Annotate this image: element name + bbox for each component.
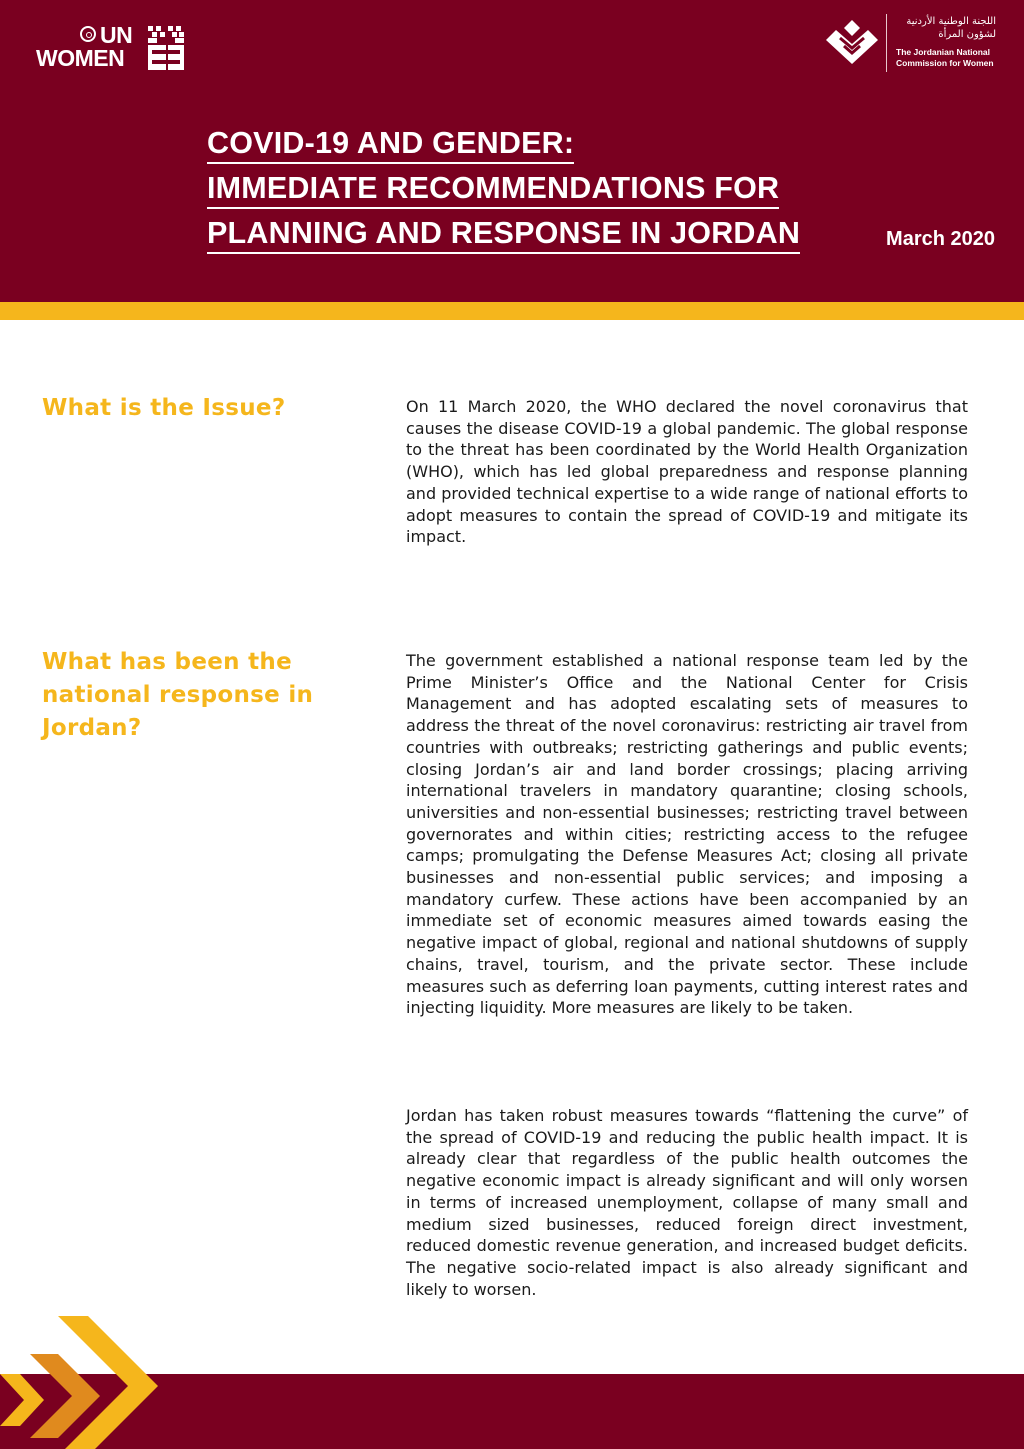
jncw-english-line1: The Jordanian National <box>896 47 990 57</box>
un-emblem-icon <box>80 26 96 42</box>
title-line-1: COVID-19 AND GENDER: <box>207 124 574 164</box>
section-heading-issue: What is the Issue? <box>42 395 286 421</box>
document-title <box>207 124 827 259</box>
title-line-3: PLANNING AND RESPONSE IN JORDAN <box>207 214 800 254</box>
un-women-mark-icon <box>148 26 184 70</box>
section-heading-national-response: What has been the national response in Jordan? <box>42 649 314 741</box>
chevron-decoration-icon <box>0 1316 170 1449</box>
un-women-logo <box>36 22 186 72</box>
un-women-logo-line1: UN <box>100 22 133 48</box>
issue-paragraph: On 11 March 2020, the WHO declared the novel coronavirus that causes the disease COVID-19 a global pandemic. The global response to the threat has been coordinated by the World Health Organization (WHO), which has led global preparedness and response planning and provided technical expertise to a wide range of national efforts to adopt measures to contain the spread of COVID-19 and mitigate its impact. <box>406 397 968 547</box>
un-women-logo-line2: WOMEN <box>36 45 125 71</box>
jncw-diamond-icon <box>824 18 880 66</box>
title-line-2: IMMEDIATE RECOMMENDATIONS FOR <box>207 169 779 209</box>
jncw-english-line2: Commission for Women <box>896 58 994 68</box>
national-response-paragraph-2: Jordan has taken robust measures towards “flattening the curve” of the spread of COVID-19 and reducing the public health impact. It is already clear that regardless of the public health outcomes the negative economic impact is already significant and will only worsen in terms of increased unemployment, collapse of many small and medium sized businesses, reduced foreign direct investment, reduced domestic revenue generation, and increased budget deficits. The negative socio-related impact is also already significant and likely to worsen. <box>406 1106 968 1299</box>
jncw-arabic-line1: اللجنة الوطنية الأردنية <box>906 16 996 27</box>
gold-divider-bar <box>0 302 1024 320</box>
jncw-logo <box>824 14 1004 72</box>
logo-divider <box>886 14 887 72</box>
national-response-paragraph-1: The government established a national response team led by the Prime Minister’s Office and the National Center for Crisis Management and has adopted escalating sets of measures to address the threat of the novel coronavirus: restricting air travel from countries with outbreaks; restricting gatherings and public events; closing Jordan’s air and land border crossings; placing arriving international travelers in mandatory quarantine; closing schools, universities and non-essential businesses; restricting travel between governorates and within cities; restricting access to the refugee camps; promulgating the Defense Measures Act; closing all private businesses and non-essential public services; and imposing a mandatory curfew. These actions have been accompanied by an immediate set of economic measures aimed towards easing the negative impact of global, regional and national shutdowns of supply chains, travel, tourism, and the private sector. These include measures such as deferring loan payments, cutting interest rates and injecting liquidity. More measures are likely to be taken. <box>406 651 968 1018</box>
jncw-arabic-line2: لشؤون المرأة <box>938 29 996 40</box>
header-banner <box>0 0 1024 302</box>
publication-date: March 2020 <box>886 228 995 250</box>
